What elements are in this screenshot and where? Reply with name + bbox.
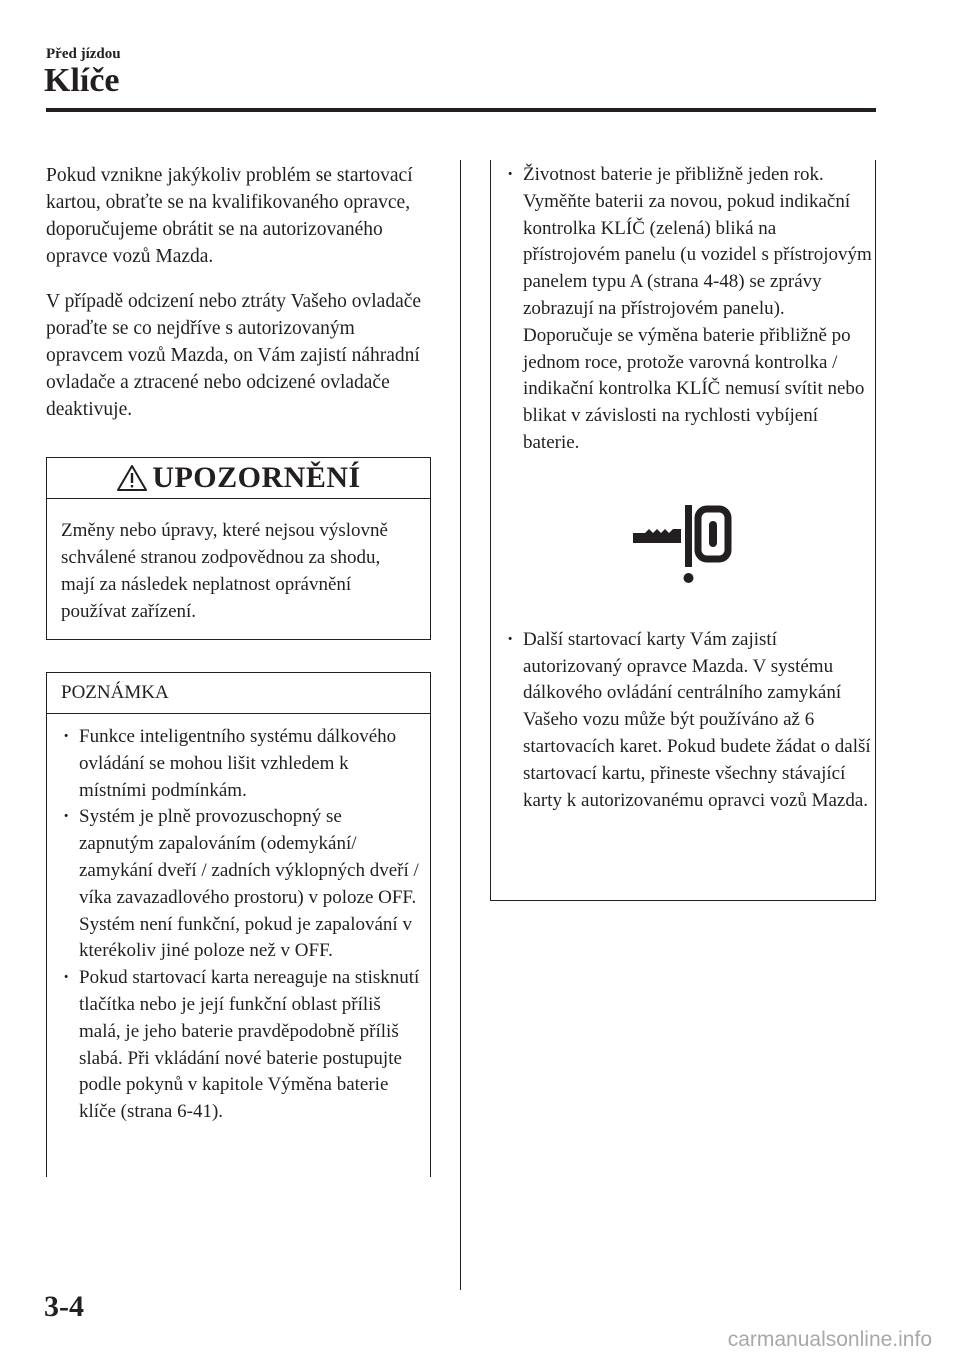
warning-triangle-icon	[116, 464, 148, 492]
caution-box	[46, 457, 431, 640]
caution-text: Změny nebo úpravy, které nejsou výslovně schválené stranou zodpovědnou za shodu, mají za následek neplatnost oprávnění používat zařízení.	[61, 520, 388, 622]
theft-paragraph: V případě odcizení nebo ztráty Vašeho ovladače poraďte se co nejdříve s autorizovaným opravcem vozů Mazda, on Vám zajistí náhradní ovladače a ztracené nebo odcizené ovladače deaktivuje.	[46, 291, 422, 420]
right-list-2	[491, 627, 875, 815]
note-list	[47, 714, 430, 1126]
key-warning-indicator-icon	[629, 499, 739, 589]
caution-header	[47, 458, 430, 499]
watermark: carmanualsonline.info	[727, 1328, 932, 1351]
note-title: POZNÁMKA	[47, 673, 430, 714]
extra-cards-item: · Další startovací karty Vám zajistí autorizovaný opravce Mazda. V systému dálkového ovládání centrálního zamykání Vašeho vozu může být používáno až 6 startovacích karet. Pokud budete žádat o další startovací kartu, přineste všechny stávající karty k autorizovanému opravci vozů Mazda.	[491, 627, 875, 815]
right-note-box	[490, 160, 876, 901]
column-divider	[460, 160, 461, 1290]
note-item: · Funkce inteligentního systému dálkového ovládání se mohou lišit vzhledem k místními podmínkám.	[61, 724, 420, 804]
key-icon-area	[491, 457, 875, 627]
page-number: 3-4	[44, 1290, 84, 1323]
battery-life-item: · Životnost baterie je přibližně jeden rok. Vyměňte baterii za novou, pokud indikační kontrolka KLÍČ (zelená) bliká na přístrojovém panelu (u vozidel s přístrojovým panelem typu A (strana 4-48) se zprávy zobrazují na přístrojovém panelu). Doporučuje se výměna baterie přibližně po jednom roce, protože varovná kontrolka / indikační kontrolka KLÍČ nemusí svítit nebo blikat v závislosti na rychlosti vybíjení baterie.	[491, 162, 875, 457]
header-rule	[46, 108, 876, 112]
section-label: Před jízdou	[46, 46, 121, 62]
page-title: Klíče	[44, 62, 120, 99]
note-item: · Systém je plně provozuschopný se zapnutým zapalováním (odemykání/ zamykání dveří / zadních výklopných dveří / víka zavazadlového prostoru) v poloze OFF. Systém není funkční, pokud je zapalování v kterékoliv jiné poloze než v OFF.	[61, 804, 420, 965]
note-item: · Pokud startovací karta nereaguje na stisknutí tlačítka nebo je její funkční oblast příliš malá, je jeho baterie pravděpodobně příliš slabá. Při vkládání nové baterie postupujte podle pokynů v kapitole Výměna baterie klíče (strana 6-41).	[61, 965, 420, 1126]
intro-paragraph: Pokud vznikne jakýkoliv problém se startovací kartou, obraťte se na kvalifikovaného opravce, doporučujeme obrátit se na autorizovaného opravce vozů Mazda.	[46, 165, 413, 267]
caution-title: UPOZORNĚNÍ	[152, 461, 361, 494]
right-list	[491, 162, 875, 457]
left-column	[46, 162, 436, 1177]
note-box	[46, 672, 431, 1177]
